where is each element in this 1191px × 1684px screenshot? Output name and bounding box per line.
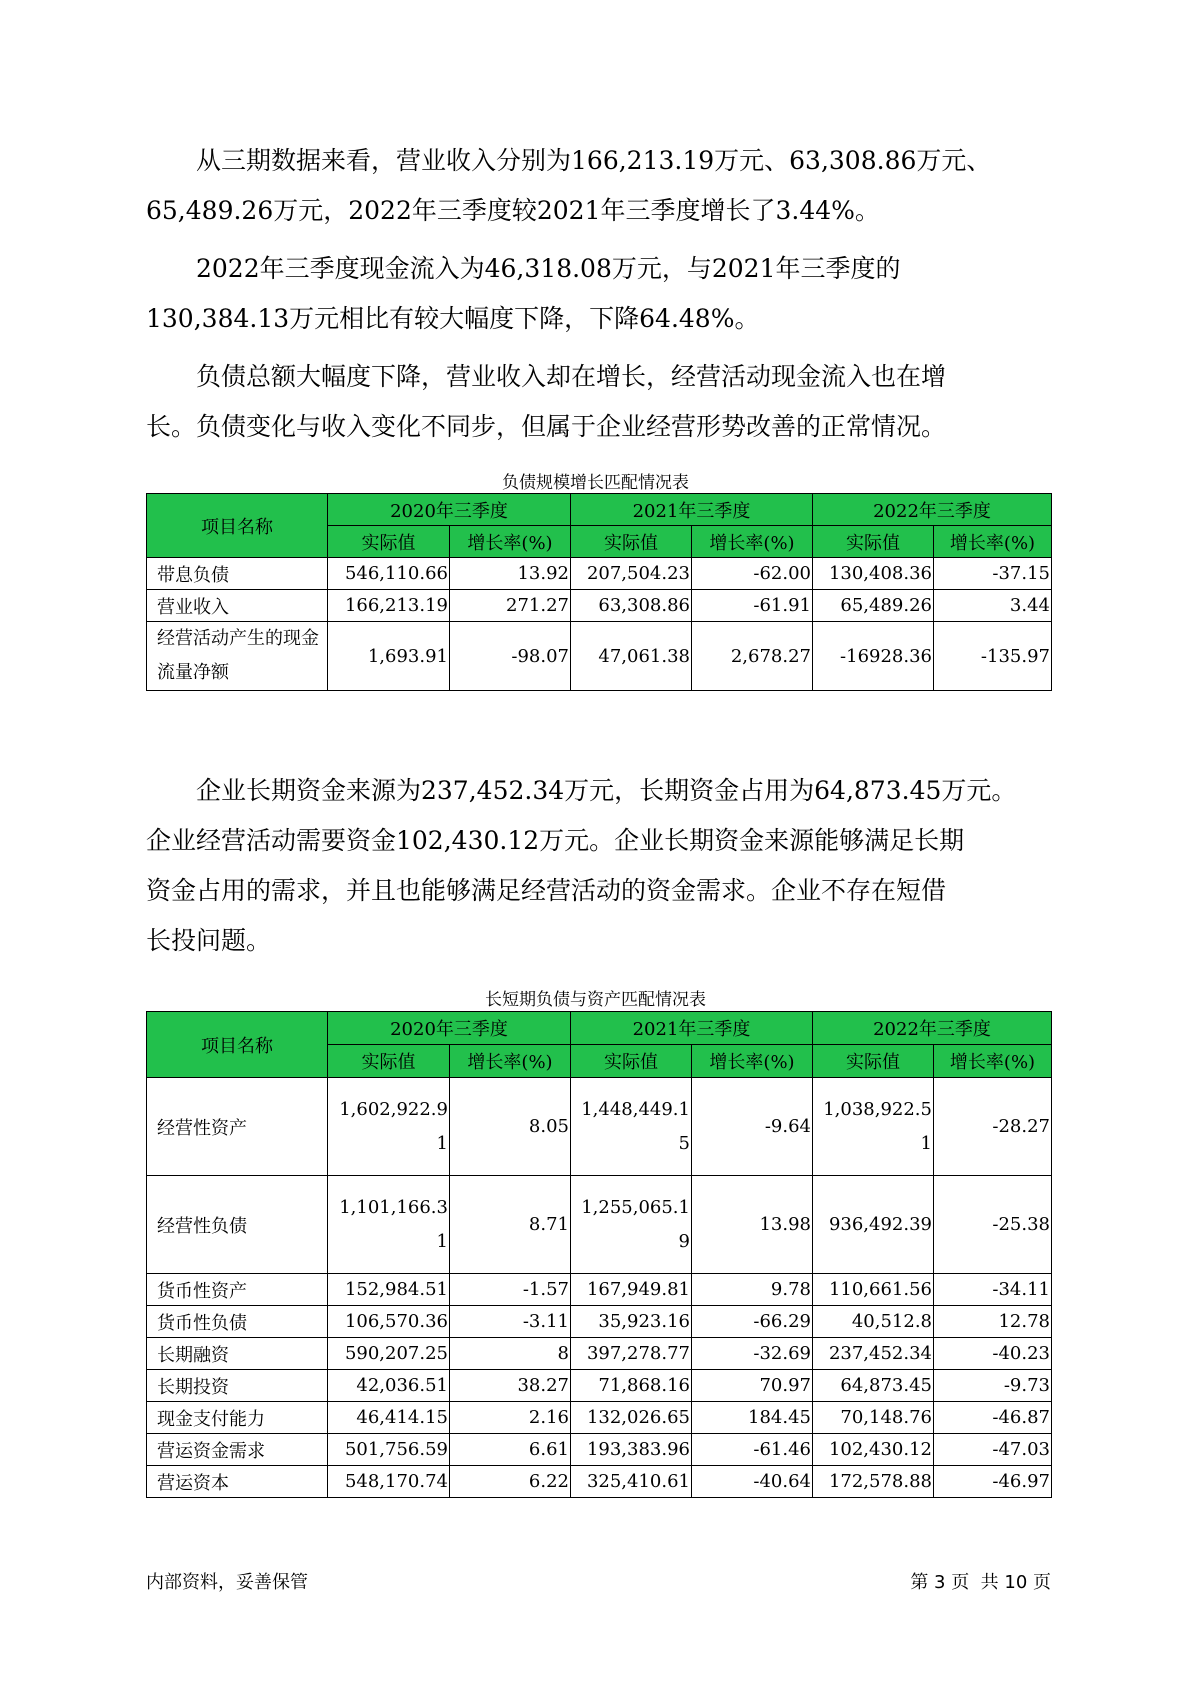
paragraph-debt-cont	[146, 402, 1066, 452]
cell-rate: -47.03	[934, 1434, 1052, 1466]
cell-value: 63,308.86	[571, 590, 692, 622]
table-row	[147, 622, 1052, 691]
cell-rate: -40.23	[934, 1338, 1052, 1370]
cell-value: -16928.36	[813, 622, 934, 691]
row-name: 货币性资产	[147, 1274, 328, 1306]
paragraph-line: 资金占用的需求，并且也能够满足经营活动的资金需求。企业不存在短借	[146, 876, 947, 905]
cell-rate: 2,678.27	[692, 622, 813, 691]
row-name: 经营性资产	[147, 1078, 328, 1176]
item-name-header: 项目名称	[147, 494, 328, 558]
actual-value-header: 实际值	[571, 526, 692, 558]
cell-rate: 184.45	[692, 1402, 813, 1434]
paragraph-line: 长投问题。	[146, 926, 272, 955]
table-row	[147, 1466, 1052, 1498]
cell-rate: -25.38	[934, 1176, 1052, 1274]
cell-rate: -40.64	[692, 1466, 813, 1498]
cell-value: 1,448,449.15	[571, 1078, 692, 1176]
cell-value: 64,873.45	[813, 1370, 934, 1402]
cell-rate: -135.97	[934, 622, 1052, 691]
cell-value: 132,026.65	[571, 1402, 692, 1434]
cell-rate: -61.46	[692, 1434, 813, 1466]
cell-rate: -3.11	[450, 1306, 571, 1338]
cell-rate: 38.27	[450, 1370, 571, 1402]
paragraph-line: 长。负债变化与收入变化不同步，但属于企业经营形势改善的正常情况。	[146, 412, 947, 441]
cell-value: 102,430.12	[813, 1434, 934, 1466]
cell-rate: -34.11	[934, 1274, 1052, 1306]
cell-rate: -32.69	[692, 1338, 813, 1370]
paragraph-line: 从三期数据来看，营业收入分别为166,213.19万元、63,308.86万元、	[196, 146, 992, 175]
paragraph-funding-cont	[146, 816, 1066, 966]
cell-rate: 8	[450, 1338, 571, 1370]
cell-value: 548,170.74	[328, 1466, 450, 1498]
asset-liability-match-table	[146, 1011, 1052, 1498]
cell-rate: 70.97	[692, 1370, 813, 1402]
table-row	[147, 1078, 1052, 1176]
table-row	[147, 1370, 1052, 1402]
row-name: 营运资金需求	[147, 1434, 328, 1466]
cell-rate: 271.27	[450, 590, 571, 622]
cell-rate: 8.05	[450, 1078, 571, 1176]
growth-rate-header: 增长率(%)	[692, 1045, 813, 1078]
cell-value: 47,061.38	[571, 622, 692, 691]
cell-value: 46,414.15	[328, 1402, 450, 1434]
actual-value-header: 实际值	[813, 1045, 934, 1078]
cell-rate: 13.92	[450, 558, 571, 590]
cell-value: 130,408.36	[813, 558, 934, 590]
cell-value: 167,949.81	[571, 1274, 692, 1306]
cell-value: 71,868.16	[571, 1370, 692, 1402]
cell-value: 1,038,922.51	[813, 1078, 934, 1176]
cell-value: 501,756.59	[328, 1434, 450, 1466]
cell-rate: -1.57	[450, 1274, 571, 1306]
footer-confidential-note: 内部资料，妥善保管	[146, 1572, 308, 1593]
cell-rate: -9.64	[692, 1078, 813, 1176]
cell-rate: -46.97	[934, 1466, 1052, 1498]
footer-page-number: 第 3 页 共 10 页	[910, 1572, 1051, 1593]
actual-value-header: 实际值	[571, 1045, 692, 1078]
period-header: 2021年三季度	[571, 1012, 813, 1045]
cell-value: 590,207.25	[328, 1338, 450, 1370]
cell-rate: 6.22	[450, 1466, 571, 1498]
row-name: 经营活动产生的现金流量净额	[147, 622, 328, 691]
cell-value: 1,101,166.31	[328, 1176, 450, 1274]
row-name: 长期融资	[147, 1338, 328, 1370]
paragraph-revenue-cont	[146, 186, 1066, 236]
table2-caption: 长短期负债与资产匹配情况表	[485, 990, 706, 1010]
period-header: 2022年三季度	[813, 1012, 1052, 1045]
actual-value-header: 实际值	[813, 526, 934, 558]
cell-rate: -46.87	[934, 1402, 1052, 1434]
paragraph-line: 2022年三季度现金流入为46,318.08万元，与2021年三季度的	[196, 254, 901, 283]
cell-rate: -9.73	[934, 1370, 1052, 1402]
cell-value: 397,278.77	[571, 1338, 692, 1370]
table-row	[147, 590, 1052, 622]
cell-value: 65,489.26	[813, 590, 934, 622]
table-row	[147, 1306, 1052, 1338]
cell-rate: 3.44	[934, 590, 1052, 622]
cell-value: 166,213.19	[328, 590, 450, 622]
table1-caption: 负债规模增长匹配情况表	[502, 473, 689, 493]
growth-rate-header: 增长率(%)	[934, 526, 1052, 558]
paragraph-line: 负债总额大幅度下降，营业收入却在增长，经营活动现金流入也在增	[196, 362, 947, 391]
cell-rate: -28.27	[934, 1078, 1052, 1176]
cell-value: 193,383.96	[571, 1434, 692, 1466]
cell-value: 40,512.8	[813, 1306, 934, 1338]
cell-value: 152,984.51	[328, 1274, 450, 1306]
table-row	[147, 1402, 1052, 1434]
cell-rate: 9.78	[692, 1274, 813, 1306]
cell-value: 70,148.76	[813, 1402, 934, 1434]
cell-value: 936,492.39	[813, 1176, 934, 1274]
debt-scale-table	[146, 493, 1052, 691]
cell-rate: -66.29	[692, 1306, 813, 1338]
paragraph-line: 65,489.26万元，2022年三季度较2021年三季度增长了3.44%。	[146, 196, 880, 225]
cell-value: 35,923.16	[571, 1306, 692, 1338]
actual-value-header: 实际值	[328, 1045, 450, 1078]
cell-value: 1,255,065.19	[571, 1176, 692, 1274]
paragraph-line: 企业经营活动需要资金102,430.12万元。企业长期资金来源能够满足长期	[146, 826, 965, 855]
actual-value-header: 实际值	[328, 526, 450, 558]
period-header: 2020年三季度	[328, 494, 571, 526]
growth-rate-header: 增长率(%)	[450, 526, 571, 558]
row-name: 现金支付能力	[147, 1402, 328, 1434]
cell-rate: -62.00	[692, 558, 813, 590]
table-row	[147, 1434, 1052, 1466]
cell-value: 1,693.91	[328, 622, 450, 691]
period-header: 2020年三季度	[328, 1012, 571, 1045]
table-row	[147, 1338, 1052, 1370]
cell-rate: -37.15	[934, 558, 1052, 590]
cell-rate: -61.91	[692, 590, 813, 622]
row-name: 货币性负债	[147, 1306, 328, 1338]
period-header: 2021年三季度	[571, 494, 813, 526]
cell-rate: 12.78	[934, 1306, 1052, 1338]
table-row	[147, 558, 1052, 590]
cell-rate: -98.07	[450, 622, 571, 691]
paragraph-funding	[146, 766, 1066, 816]
table-row	[147, 1176, 1052, 1274]
paragraph-line: 企业长期资金来源为237,452.34万元，长期资金占用为64,873.45万元。	[196, 776, 1017, 805]
growth-rate-header: 增长率(%)	[692, 526, 813, 558]
paragraph-line: 130,384.13万元相比有较大幅度下降，下降64.48%。	[146, 304, 760, 333]
cell-rate: 2.16	[450, 1402, 571, 1434]
cell-value: 106,570.36	[328, 1306, 450, 1338]
paragraph-cashflow-cont	[146, 294, 1066, 344]
row-name: 长期投资	[147, 1370, 328, 1402]
cell-rate: 13.98	[692, 1176, 813, 1274]
cell-value: 1,602,922.91	[328, 1078, 450, 1176]
cell-value: 172,578.88	[813, 1466, 934, 1498]
cell-value: 546,110.66	[328, 558, 450, 590]
cell-value: 237,452.34	[813, 1338, 934, 1370]
paragraph-cashflow	[146, 244, 1066, 294]
table-row	[147, 1274, 1052, 1306]
item-name-header: 项目名称	[147, 1012, 328, 1078]
row-name: 经营性负债	[147, 1176, 328, 1274]
period-header: 2022年三季度	[813, 494, 1052, 526]
paragraph-debt	[146, 352, 1066, 402]
row-name: 营运资本	[147, 1466, 328, 1498]
cell-value: 42,036.51	[328, 1370, 450, 1402]
cell-rate: 6.61	[450, 1434, 571, 1466]
paragraph-revenue	[146, 136, 1066, 186]
growth-rate-header: 增长率(%)	[934, 1045, 1052, 1078]
cell-value: 325,410.61	[571, 1466, 692, 1498]
growth-rate-header: 增长率(%)	[450, 1045, 571, 1078]
cell-value: 207,504.23	[571, 558, 692, 590]
cell-rate: 8.71	[450, 1176, 571, 1274]
cell-value: 110,661.56	[813, 1274, 934, 1306]
row-name: 带息负债	[147, 558, 328, 590]
row-name: 营业收入	[147, 590, 328, 622]
